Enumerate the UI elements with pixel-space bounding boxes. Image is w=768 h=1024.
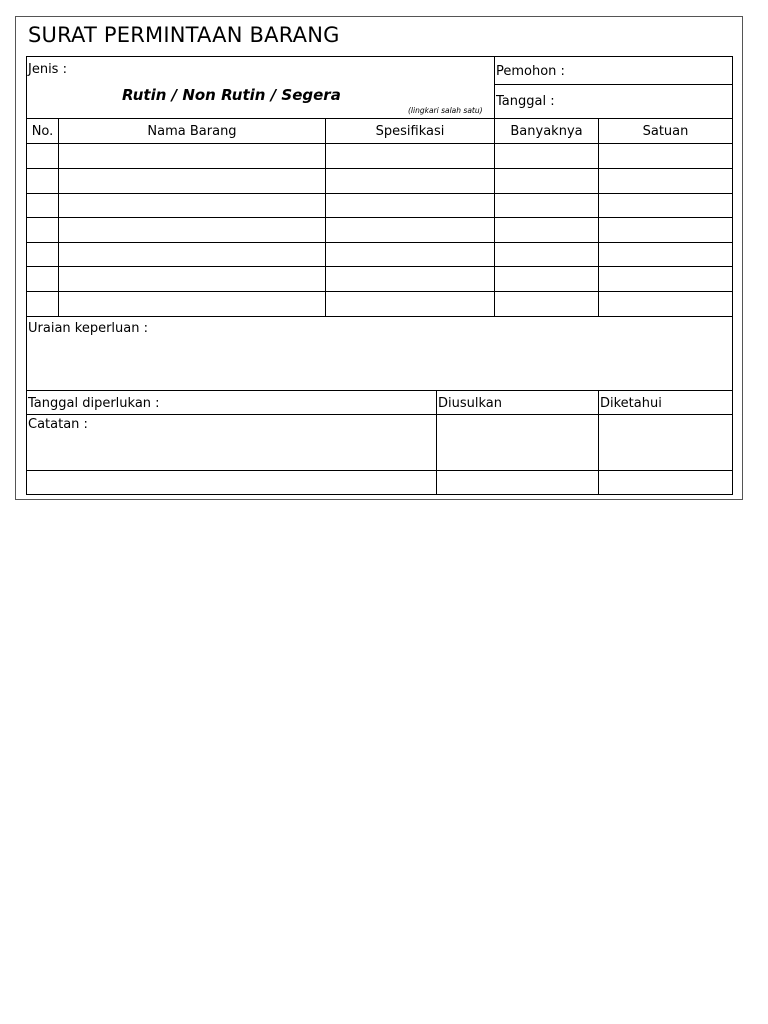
table-row[interactable]	[27, 169, 732, 193]
bottom-row-left[interactable]	[27, 471, 436, 494]
column-header-satuan: Satuan	[642, 124, 689, 139]
pemohon-field[interactable]	[570, 58, 730, 83]
jenis-options: Rutin / Non Rutin / Segera	[122, 86, 341, 104]
catatan-field[interactable]	[27, 434, 436, 470]
table-row[interactable]	[27, 267, 732, 291]
diusulkan-name-box[interactable]	[437, 471, 598, 494]
tanggal-field[interactable]	[562, 86, 730, 117]
table-row[interactable]	[27, 292, 732, 316]
jenis-label: Jenis :	[28, 62, 67, 77]
diusulkan-signature-box[interactable]	[437, 415, 598, 470]
diketahui-label: Diketahui	[600, 396, 662, 411]
table-row[interactable]	[27, 218, 732, 242]
form-title: SURAT PERMINTAAN BARANG	[28, 23, 340, 47]
table-row[interactable]	[27, 243, 732, 266]
catatan-label: Catatan :	[28, 417, 88, 432]
column-header-spesifikasi: Spesifikasi	[375, 124, 445, 139]
column-header-nama-barang: Nama Barang	[147, 124, 237, 139]
table-row[interactable]	[27, 194, 732, 217]
jenis-note: (lingkari salah satu)	[408, 106, 483, 115]
diusulkan-label: Diusulkan	[438, 396, 502, 411]
column-header-banyaknya: Banyaknya	[510, 124, 583, 139]
diketahui-name-box[interactable]	[599, 471, 732, 494]
uraian-keperluan-field[interactable]	[27, 338, 732, 390]
table-row[interactable]	[27, 144, 732, 168]
tanggal-diperlukan-label: Tanggal diperlukan :	[28, 396, 160, 411]
tanggal-label: Tanggal :	[496, 94, 555, 109]
pemohon-label: Pemohon :	[496, 64, 565, 79]
uraian-keperluan-label: Uraian keperluan :	[28, 321, 149, 336]
column-header-no: No.	[31, 124, 54, 139]
diketahui-signature-box[interactable]	[599, 415, 732, 470]
